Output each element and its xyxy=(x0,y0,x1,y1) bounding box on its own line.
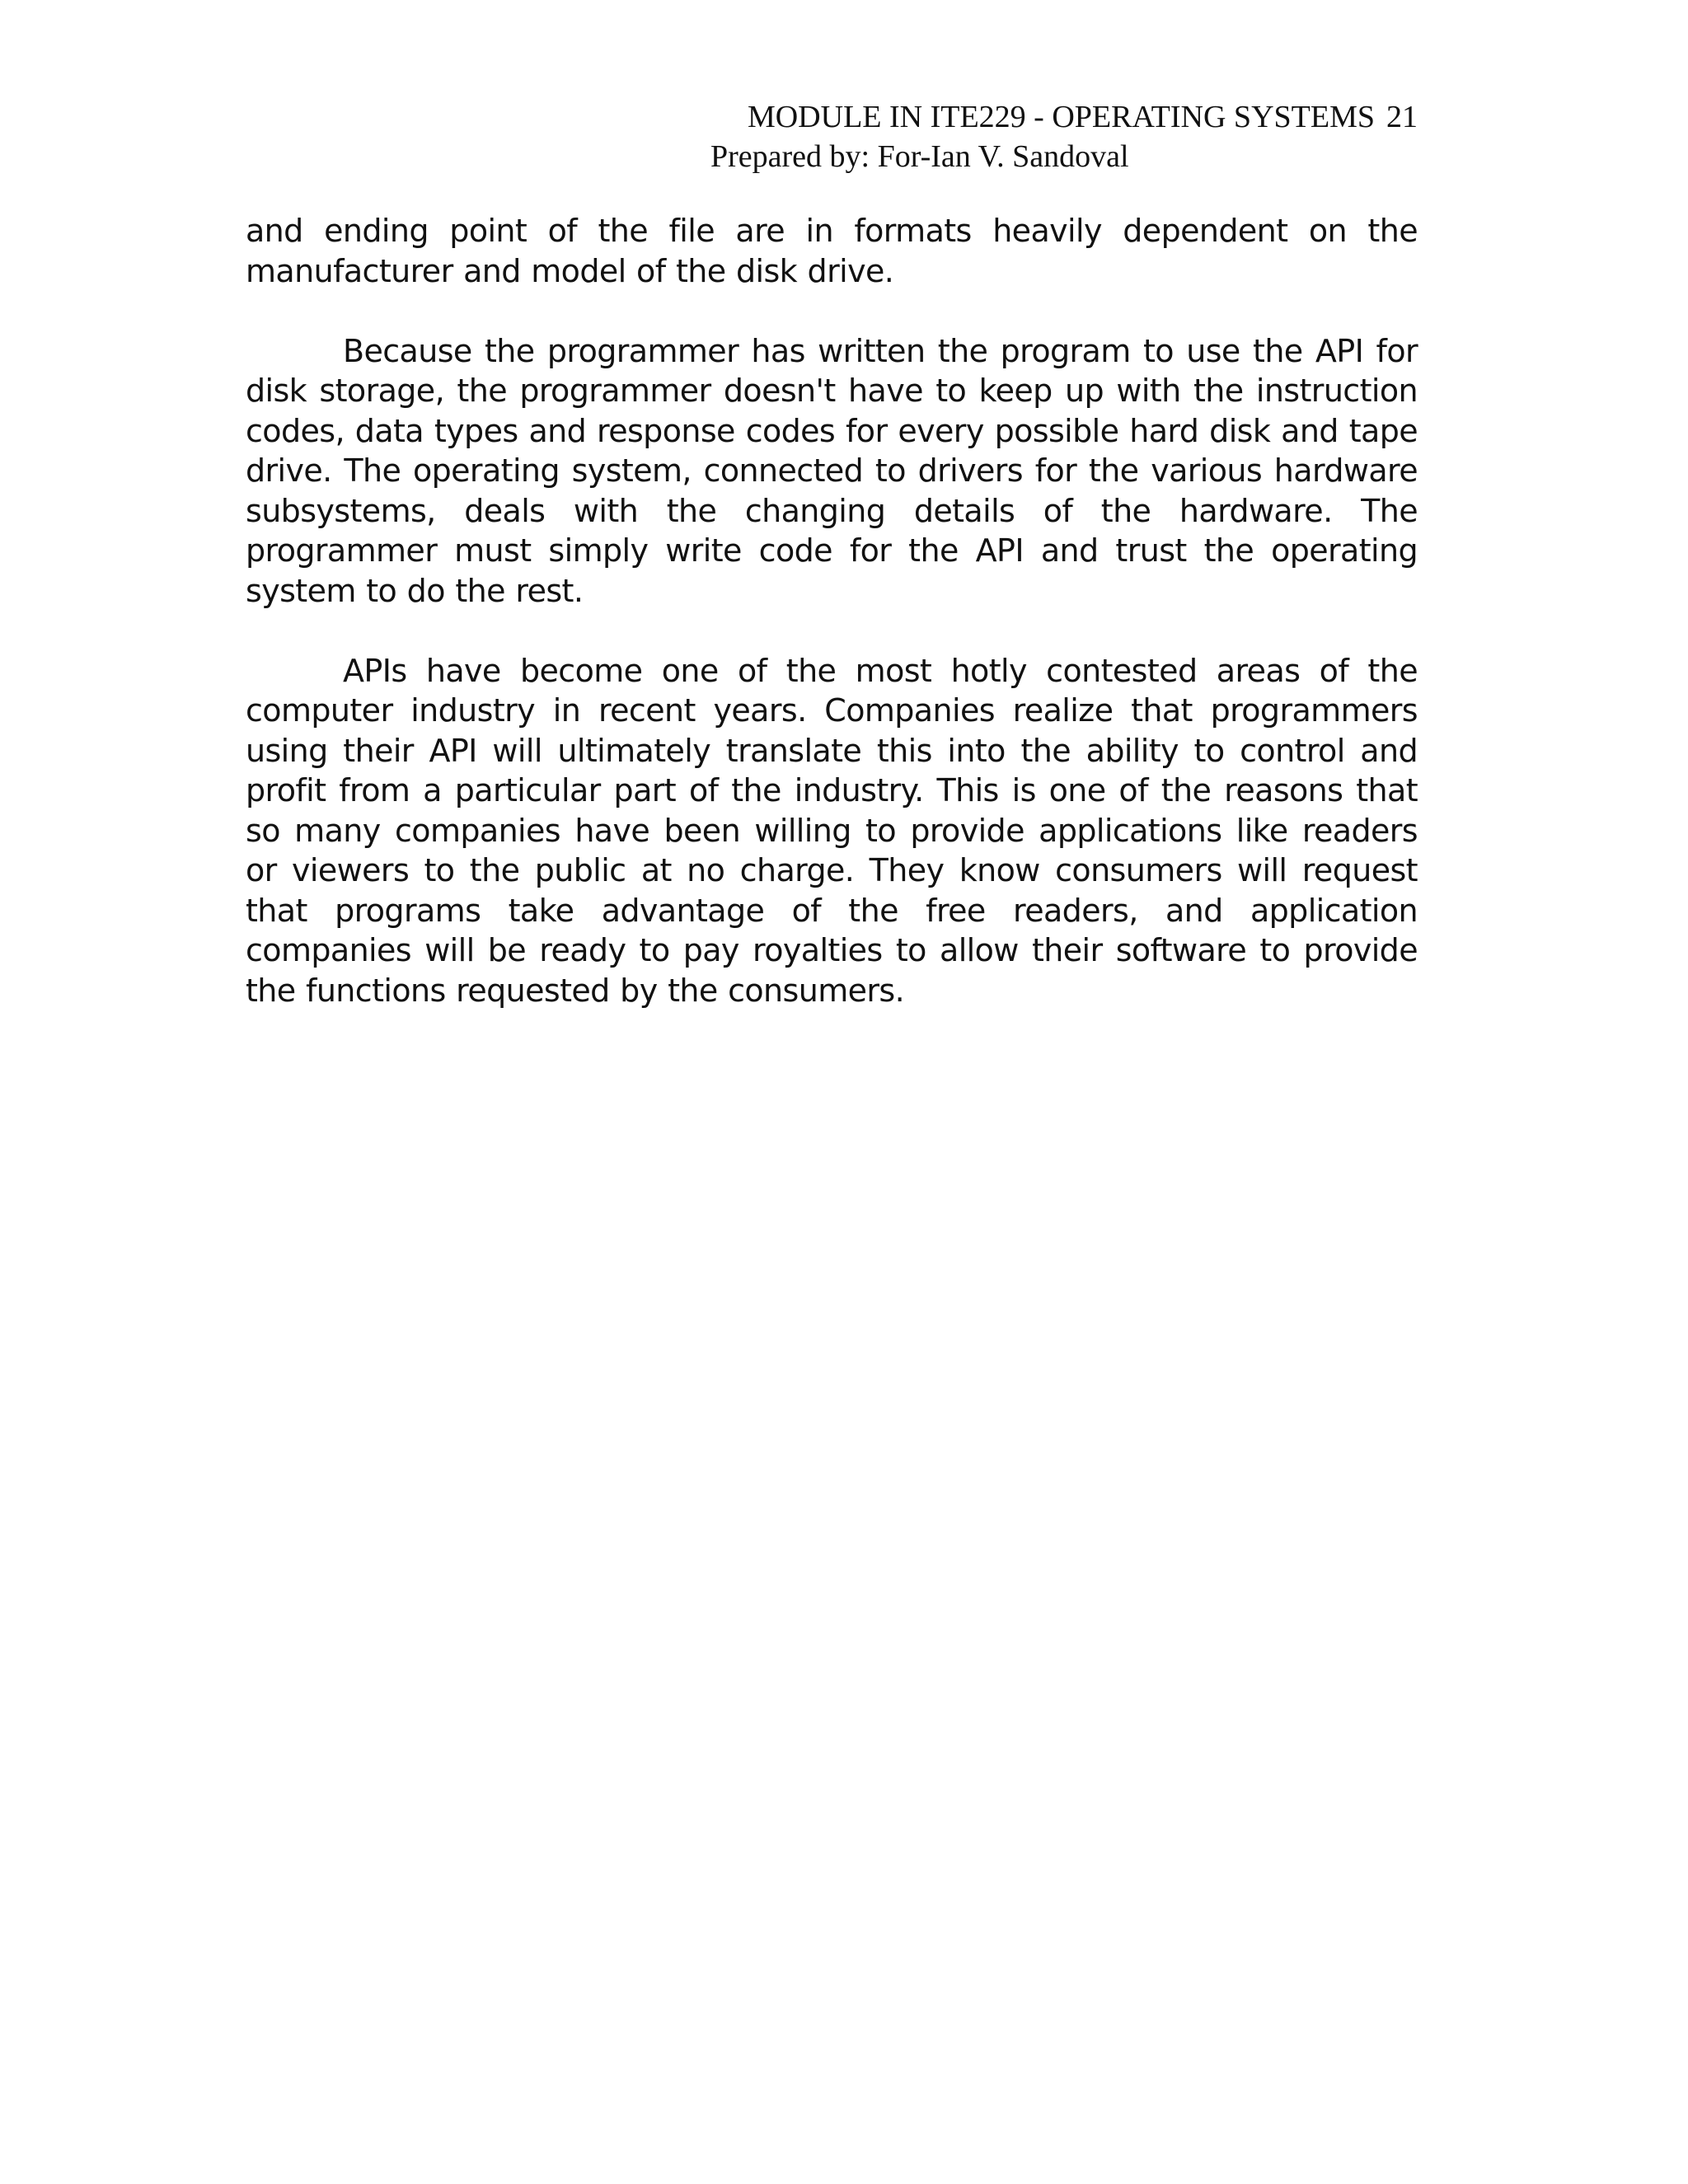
header-title-line xyxy=(709,97,1418,137)
module-title: MODULE IN ITE229 - OPERATING SYSTEMS xyxy=(747,100,1375,134)
page-number: 21 xyxy=(1386,100,1418,134)
prepared-by: Prepared by: For-Ian V. Sandoval xyxy=(710,139,1129,174)
paragraph-continuation: and ending point of the file are in formats heavily dependent on the manufacturer and model of the disk drive. xyxy=(246,213,1418,289)
page-header xyxy=(709,97,1418,176)
body-text xyxy=(246,211,1418,1051)
paragraph-api-industry: APIs have become one of the most hotly contested areas of the computer industry in recent years. Companies realize that programmers using their API will ultimately translate this into the ability to control and profit from a particular part of the industry. This is one of the reasons that so many companies have been willing to provide applications like readers or viewers to the public at no charge. They know consumers will request that programs take advantage of the free readers, and application companies will be ready to pay royalties to allow their software to provide the functions requested by the consumers. xyxy=(246,652,1418,1009)
paragraph-api-disk-storage: Because the programmer has written the program to use the API for disk storage, the programmer doesn't have to keep up with the instruction codes, data types and response codes for every possible hard disk and tape drive. The operating system, connected to drivers for the various hardware subsystems, deals with the changing details of the hardware. The programmer must simply write code for the API and trust the operating system to do the rest. xyxy=(246,332,1418,609)
